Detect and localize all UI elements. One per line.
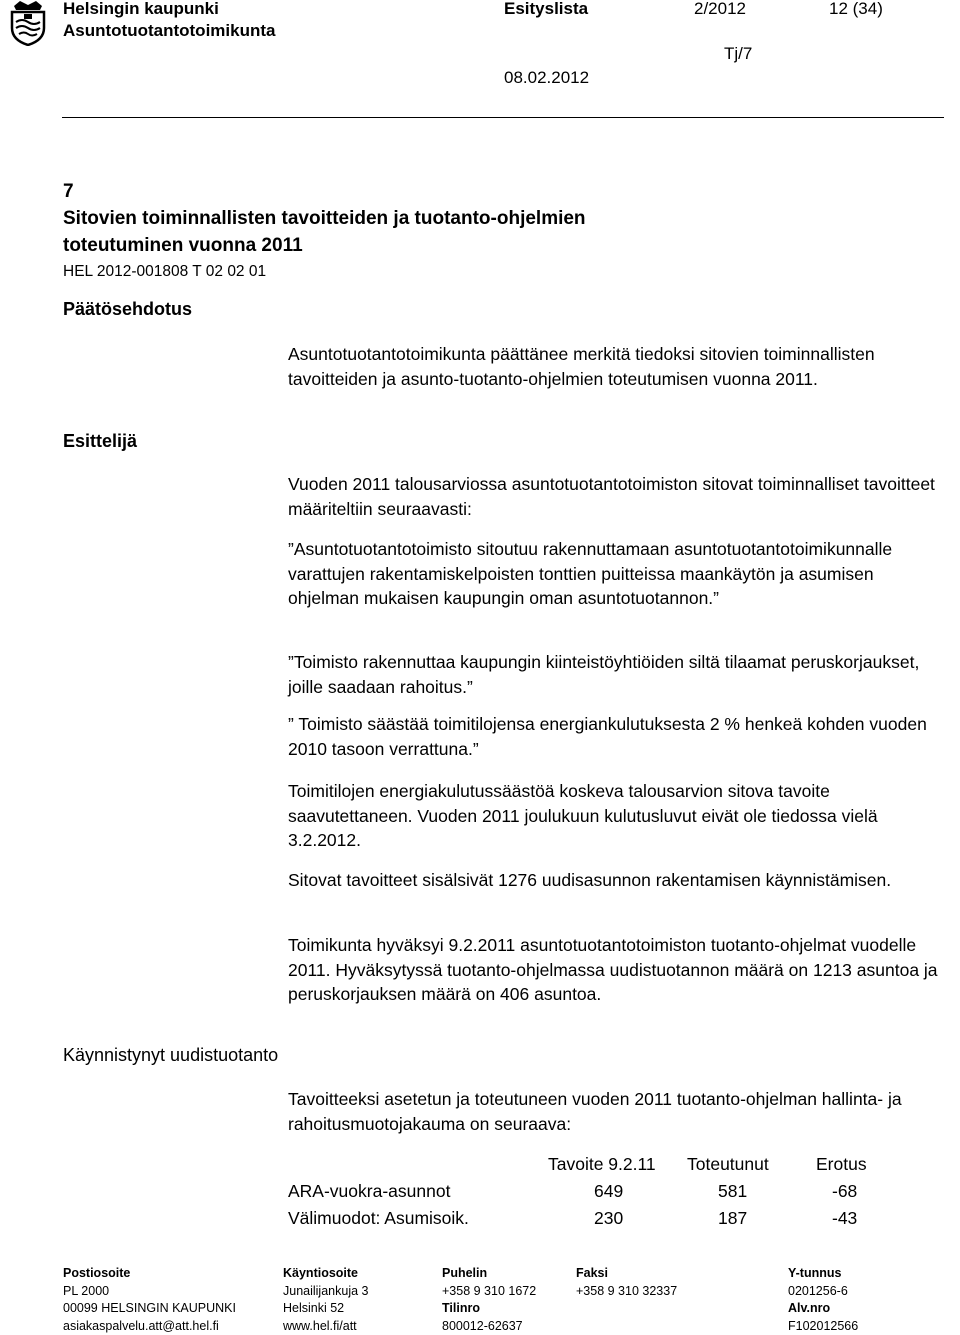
table-cell-diff: -68 bbox=[832, 1181, 857, 1202]
header-divider bbox=[62, 117, 944, 118]
footer-phone bbox=[442, 1265, 536, 1335]
footer-vat-value: F102012566 bbox=[788, 1318, 858, 1335]
quote-housing-production: ”Asuntotuotantotoimisto sitoutuu rakennuttamaan asuntotuotantotoimikunnalle varattujen rakentamiskelpoisten tonttien puitteissa maankäytön ja asumisen ohjelman mukaisen kaupungin oman asuntotuotannon.” bbox=[288, 537, 948, 611]
quote-renovation: ”Toimisto rakennuttaa kaupungin kiinteistöyhtiöiden siltä tilaamat peruskorjaukset, joille saadaan rahoitus.” bbox=[288, 650, 948, 699]
table-cell-actual: 581 bbox=[718, 1181, 747, 1202]
table-header-actual: Toteutunut bbox=[687, 1154, 769, 1175]
footer-fax-title: Faksi bbox=[576, 1265, 677, 1283]
presenter-label: Esittelijä bbox=[63, 431, 137, 452]
item-title-line2: toteutuminen vuonna 2011 bbox=[63, 232, 586, 259]
footer-postal-city: 00099 HELSINGIN KAUPUNKI bbox=[63, 1300, 236, 1318]
footer-phone-title: Puhelin bbox=[442, 1265, 536, 1283]
item-number: 7 bbox=[63, 178, 586, 205]
table-cell-target: 230 bbox=[594, 1208, 623, 1229]
renovation-label: Käynnistynyt uudistuotanto bbox=[63, 1045, 278, 1066]
proposal-text: Asuntotuotantotoimikunta päättänee merkitä tiedoksi sitovien toiminnallisten tavoitteiden ja asunto-tuotanto-ohjelmien toteutumisen vuonna 2011. bbox=[288, 342, 948, 391]
header-section: Tj/7 bbox=[724, 44, 752, 64]
footer-postal-box: PL 2000 bbox=[63, 1283, 236, 1301]
footer-visit-title: Käyntiosoite bbox=[283, 1265, 368, 1283]
paragraph-targets-intro: Vuoden 2011 talousarviossa asuntotuotantotoimiston sitovat toiminnalliset tavoitteet määriteltiin seuraavasti: bbox=[288, 472, 948, 521]
footer-phone-number: +358 9 310 1672 bbox=[442, 1283, 536, 1301]
footer-business-id bbox=[788, 1265, 858, 1335]
footer-account-title: Tilinro bbox=[442, 1300, 536, 1318]
footer-visit-street: Junailijankuja 3 bbox=[283, 1283, 368, 1301]
paragraph-targets-count: Sitovat tavoitteet sisälsivät 1276 uudisasunnon rakentamisen käynnistämisen. bbox=[288, 868, 948, 893]
footer-fax bbox=[576, 1265, 677, 1300]
footer-business-id-value: 0201256-6 bbox=[788, 1283, 858, 1301]
footer-vat-title: Alv.nro bbox=[788, 1300, 858, 1318]
footer-website-link[interactable]: www.hel.fi/att bbox=[283, 1318, 368, 1335]
footer-postal-title: Postiosoite bbox=[63, 1265, 236, 1283]
header-body: Asuntotuotantotoimikunta bbox=[63, 21, 275, 41]
proposal-label: Päätösehdotus bbox=[63, 299, 192, 320]
footer-email-link[interactable]: asiakaspalvelu.att@att.hel.fi bbox=[63, 1318, 236, 1335]
footer-business-id-title: Y-tunnus bbox=[788, 1265, 858, 1283]
paragraph-distribution-intro: Tavoitteeksi asetetun ja toteutuneen vuoden 2011 tuotanto-ohjelman hallinta- ja rahoitusmuotojakauma on seuraava: bbox=[288, 1087, 948, 1136]
header-doc-type: Esityslista bbox=[504, 0, 588, 19]
paragraph-energy-status: Toimitilojen energiakulutussäästöä koskeva talousarvion sitova tavoite saavutettaneen. Vuoden 2011 joulukuun kulutusluvut eivät ole tiedossa vielä 3.2.2012. bbox=[288, 779, 948, 853]
table-cell-actual: 187 bbox=[718, 1208, 747, 1229]
item-reference: HEL 2012-001808 T 02 02 01 bbox=[63, 263, 266, 281]
footer-visit bbox=[283, 1265, 368, 1335]
quote-energy-saving: ” Toimisto säästää toimitilojensa energiankulutuksesta 2 % henkeä kohden vuoden 2010 tasoon verrattuna.” bbox=[288, 712, 948, 761]
item-title-line1: Sitovien toiminnallisten tavoitteiden ja tuotanto-ohjelmien bbox=[63, 205, 586, 232]
item-title-block bbox=[63, 178, 586, 259]
footer-fax-number: +358 9 310 32337 bbox=[576, 1283, 677, 1301]
footer-account-number: 800012-62637 bbox=[442, 1318, 536, 1335]
table-cell-diff: -43 bbox=[832, 1208, 857, 1229]
helsinki-crest-logo bbox=[2, 0, 54, 46]
table-row-label: Välimuodot: Asumisoik. bbox=[288, 1208, 469, 1229]
footer-visit-city: Helsinki 52 bbox=[283, 1300, 368, 1318]
header-city: Helsingin kaupunki bbox=[63, 0, 219, 19]
table-cell-target: 649 bbox=[594, 1181, 623, 1202]
table-header-target: Tavoite 9.2.11 bbox=[548, 1154, 656, 1175]
footer-postal bbox=[63, 1265, 236, 1335]
table-header-diff: Erotus bbox=[816, 1154, 867, 1175]
paragraph-program-approval: Toimikunta hyväksyi 9.2.2011 asuntotuotantotoimiston tuotanto-ohjelmat vuodelle 2011. Hyväksytyssä tuotanto-ohjelmassa uudistuotannon määrä on 1213 asuntoa ja peruskorjauksen määrä on 406 asuntoa. bbox=[288, 933, 948, 1007]
header-page: 12 (34) bbox=[829, 0, 883, 19]
table-row-label: ARA-vuokra-asunnot bbox=[288, 1181, 450, 1202]
header-date: 08.02.2012 bbox=[504, 68, 589, 88]
header-number: 2/2012 bbox=[694, 0, 746, 19]
